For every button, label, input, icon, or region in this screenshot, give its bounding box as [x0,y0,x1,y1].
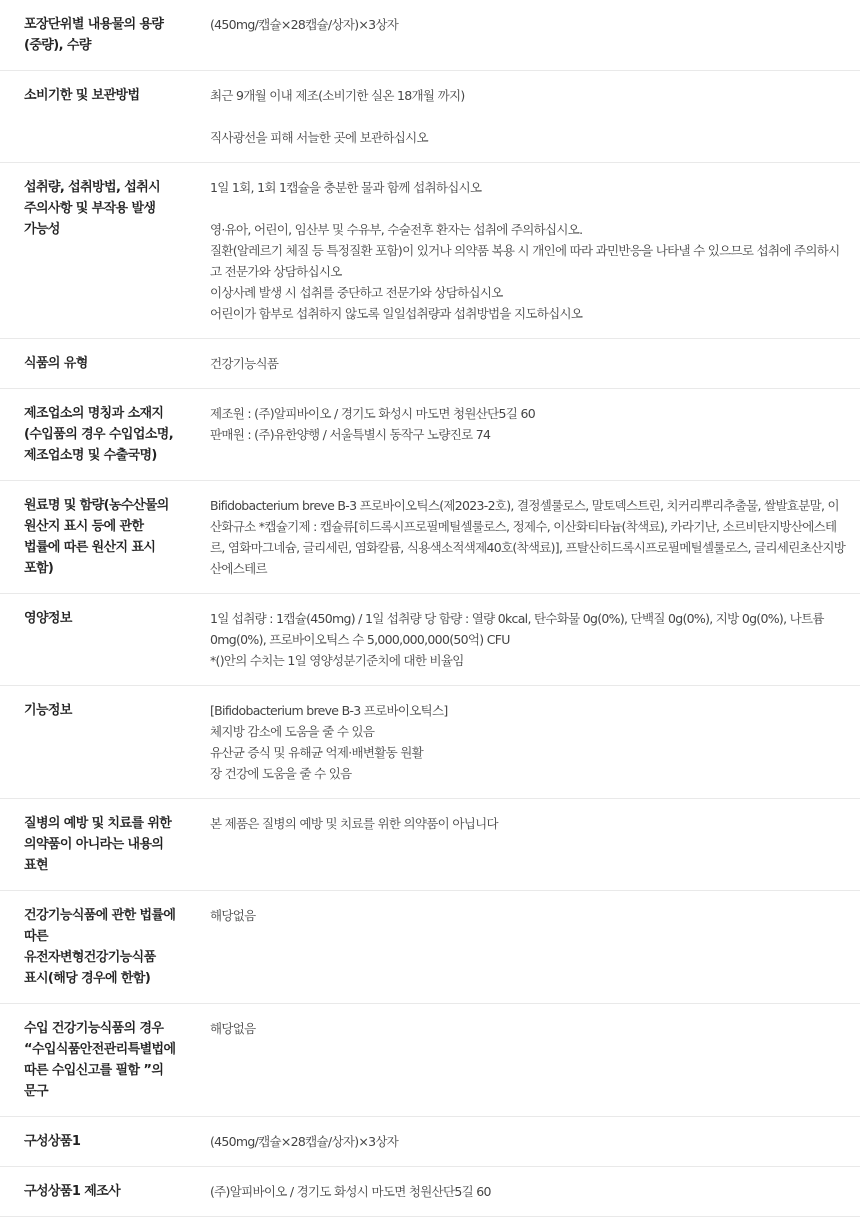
info-row [0,0,860,71]
info-row-value [192,700,860,784]
info-row-value [192,608,860,671]
info-row-label: 영양정보 [24,611,72,626]
info-text-line: 해당없음 [210,908,256,923]
info-text-line: [Bifidobacterium breve B-3 프로바이오틱스] [210,703,448,718]
info-row-value [192,353,860,374]
info-text-line: 판매원 : (주)유한양행 / 서울특별시 동작구 노량진로 74 [210,427,491,442]
info-text-line: 1일 섭취량 : 1캡슐(450mg) / 1일 섭취량 당 함량 : 열량 0kcal, 탄수화물 0g(0%), 단백질 0g(0%), 지방 0g(0%), 나트륨 0mg(0%), 프로바이오틱스 수 5,000,000,000(50억) CFU [210,611,824,647]
info-row-value [192,1131,860,1152]
info-text-line: 질환(알레르기 체질 등 특정질환 포함)이 있거나 의약품 복용 시 개인에 따라 과민반응을 나타낼 수 있으므로 섭취에 주의하시고 전문가와 상담하십시오 [210,243,840,279]
info-text-line: 직사광선을 피해 서늘한 곳에 보관하십시오 [210,130,428,145]
paragraph-gap [210,106,846,127]
info-row [0,594,860,686]
info-row-value [192,177,860,324]
info-row-value [192,1181,860,1202]
info-row-label: 식품의 유형 [24,356,88,371]
info-row-value [192,495,860,579]
paragraph-gap [210,198,846,219]
info-row-value [192,813,860,876]
info-row [0,389,860,481]
info-row [0,163,860,339]
info-row-label: 질병의 예방 및 치료를 위한 의약품이 아니라는 내용의 표현 [24,816,172,873]
info-row-label: 소비기한 및 보관방법 [24,88,140,103]
info-row [0,1004,860,1117]
info-row-label: 섭취량, 섭취방법, 섭취시 주의사항 및 부작용 발생 가능성 [24,180,161,237]
info-row [0,686,860,799]
info-text-line: 건강기능식품 [210,356,279,371]
info-row [0,799,860,891]
info-text-line: 1일 1회, 1회 1캡슐을 충분한 물과 함께 섭취하십시오 [210,180,482,195]
info-row-value [192,14,860,56]
info-text-line: 최근 9개월 이내 제조(소비기한 실온 18개월 까지) [210,88,465,103]
info-text-line: *()안의 수치는 1일 영양성분기준치에 대한 비율임 [210,653,464,668]
info-row-label: 원료명 및 함량(농수산물의 원산지 표시 등에 관한 법률에 따른 원산지 표시 포함) [24,498,169,576]
info-row [0,1117,860,1167]
info-row-label: 포장단위별 내용물의 용량(중량), 수량 [24,17,164,53]
info-text-line: 장 건강에 도움을 줄 수 있음 [210,766,352,781]
info-text-line: 유산균 증식 및 유해균 억제·배변활동 원활 [210,745,424,760]
info-text-line: 제조원 : (주)알피바이오 / 경기도 화성시 마도면 청원산단5길 60 [210,406,535,421]
info-text-line: 영·유아, 어린이, 임산부 및 수유부, 수술전후 환자는 섭취에 주의하십시오. [210,222,583,237]
info-row-label: 제조업소의 명칭과 소재지(수입품의 경우 수입업소명, 제조업소명 및 수출국명) [24,406,174,463]
info-row-value [192,85,860,148]
info-text-line: (450mg/캡슐×28캡슐/상자)×3상자 [210,17,399,32]
info-row [0,339,860,389]
info-row [0,1167,860,1217]
info-text-line: 체지방 감소에 도움을 줄 수 있음 [210,724,375,739]
info-row-label: 기능정보 [24,703,72,718]
info-text-line: 본 제품은 질병의 예방 및 치료를 위한 의약품이 아닙니다 [210,816,498,831]
info-row [0,71,860,163]
info-row-label: 구성상품1 [24,1134,81,1149]
info-text-line: (450mg/캡슐×28캡슐/상자)×3상자 [210,1134,399,1149]
info-row-label: 구성상품1 제조사 [24,1184,121,1199]
info-text-line: (주)알피바이오 / 경기도 화성시 마도면 청원산단5길 60 [210,1184,491,1199]
info-text-line: 이상사례 발생 시 섭취를 중단하고 전문가와 상담하십시오 [210,285,503,300]
info-row [0,891,860,1004]
info-text-line: Bifidobacterium breve B-3 프로바이오틱스(제2023-2호), 결정셀룰로스, 말토덱스트린, 치커리뿌리추출물, 쌀발효분말, 이산화규소 *캡슐기제 : 캡슐류[히드록시프로필메틸셀룰로스, 정제수, 이산화티타늄(착색료), 카라기난, 소르비탄지방산에스테르, 염화마그네슘, 글리세린, 염화칼륨, 식용색소적색제40호(착색료)], 프탈산히드록시프로필메틸셀룰로스, 글리세린초산지방산에스테르 [210,498,846,576]
info-row-label: 건강기능식품에 관한 법률에 따른 유전자변형건강기능식품 표시(해당 경우에 한함) [24,908,176,986]
info-text-line: 해당없음 [210,1021,256,1036]
info-row [0,481,860,594]
info-row-value [192,905,860,989]
info-row-value [192,1018,860,1102]
info-text-line: 어린이가 함부로 섭취하지 않도록 일일섭취량과 섭취방법을 지도하십시오 [210,306,583,321]
info-row-value [192,403,860,466]
info-row-label: 수입 건강기능식품의 경우 “수입식품안전관리특별법에 따른 수입신고를 필함 ”의 문구 [24,1021,176,1099]
